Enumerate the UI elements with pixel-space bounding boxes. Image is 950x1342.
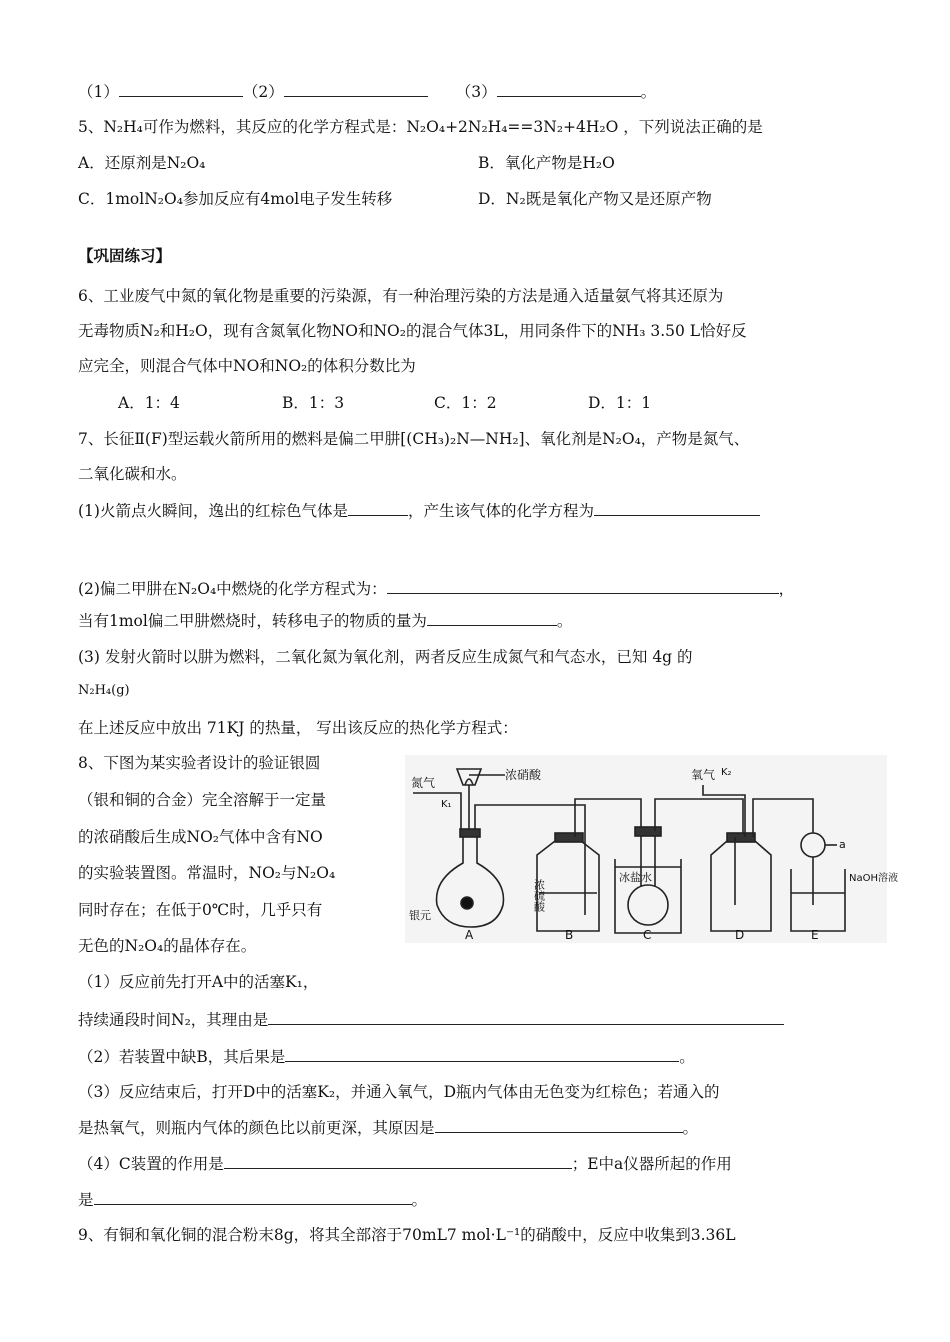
blank-2-label: （2）: [242, 83, 284, 101]
q8-line-6: 无色的N₂O₄的晶体存在。: [78, 937, 257, 955]
q6-line-1: 6、工业废气中氮的氧化物是重要的污染源，有一种治理污染的方法是通入适量氨气将其还原为: [78, 287, 724, 305]
q5-option-d: D．N₂既是氧化产物又是还原产物: [478, 190, 712, 208]
label-C: C: [643, 928, 652, 942]
label-B: B: [565, 928, 574, 942]
q5-stem: 5、N₂H₄可作为燃料，其反应的化学方程式是：N₂O₄+2N₂H₄==3N₂+4H₂O ，下列说法正确的是: [78, 118, 763, 136]
q8-sub-2: （2）若装置中缺B，其后果是 。: [78, 1045, 695, 1068]
q8-line-4: 的实验装置图。常温时，NO₂与N₂O₄: [78, 864, 336, 882]
label-D: D: [735, 928, 745, 942]
silver-coin: [461, 897, 473, 909]
q8-sub-1a: （1）反应前先打开A中的活塞K₁，: [78, 973, 319, 991]
label-n2: 氮气: [411, 776, 436, 790]
q5-option-b: B．氧化产物是H₂O: [478, 154, 615, 172]
label-E: E: [811, 928, 819, 942]
answer-blank[interactable]: [387, 577, 779, 594]
stopper-a: [460, 829, 480, 837]
answer-blank[interactable]: [348, 499, 408, 516]
q6-line-2: 无毒物质N₂和H₂O，现有含氮氧化物NO和NO₂的混合气体3L，用同条件下的NH₃ 3.50 L恰好反: [78, 322, 747, 340]
q8-sub-3a: （3）反应结束后，打开D中的活塞K₂，并通入氧气，D瓶内气体由无色变为红棕色；若通入的: [78, 1083, 720, 1101]
answer-blank[interactable]: [497, 80, 641, 97]
q4-blanks-line: （1） （2） （3） 。: [78, 80, 656, 103]
section-title: 【巩固练习】: [78, 247, 172, 265]
q7-line-2: 二氧化碳和水。: [78, 465, 187, 483]
q5-option-c: C．1molN₂O₄参加反应有4mol电子发生转移: [78, 190, 393, 208]
q7-part-2-electrons: 当有1mol偏二甲肼燃烧时，转移电子的物质的量为 。: [78, 609, 572, 632]
answer-blank[interactable]: [94, 1188, 412, 1205]
apparatus-figure: [405, 755, 898, 943]
answer-blank[interactable]: [119, 80, 243, 97]
q7-part-3-line-2: N₂H₄(g): [78, 683, 130, 698]
stopper-b: [555, 833, 583, 842]
q8-sub-3b: 是热氧气，则瓶内气体的颜色比以前更深，其原因是 。: [78, 1116, 698, 1139]
q5-option-a: A．还原剂是N₂O₄: [78, 154, 206, 172]
q6-option-b: B．1：3: [282, 394, 345, 412]
q6-option-a: A．1：4: [118, 394, 180, 412]
answer-blank[interactable]: [268, 1008, 784, 1025]
label-o2: 氧气: [691, 768, 716, 782]
q8-line-2: （银和铜的合金）完全溶解于一定量: [78, 791, 327, 809]
q8-line-1: 8、下图为某实验者设计的验证银圆: [78, 754, 321, 772]
label-A: A: [465, 928, 474, 942]
stopper-c: [635, 827, 661, 836]
q9-line-1: 9、有铜和氧化铜的混合粉末8g，将其全部溶于70mL7 mol·L⁻¹的硝酸中，反应中收集到3.36L: [78, 1226, 736, 1244]
answer-blank[interactable]: [224, 1152, 572, 1169]
answer-blank[interactable]: [594, 499, 760, 516]
q7-line-1: 7、长征Ⅱ(F)型运载火箭所用的燃料是偏二甲肼[(CH₃)₂N—NH₂]、氧化剂是N₂O₄，产物是氮气、: [78, 430, 750, 448]
blank-1-label: （1）: [78, 83, 119, 101]
stopper-d: [727, 833, 755, 842]
label-silver: 银元: [409, 909, 431, 922]
q7-part-3-line-3: 在上述反应中放出 71KJ 的热量， 写出该反应的热化学方程式：: [78, 719, 518, 737]
q8-sub-1b: 持续通段时间N₂，其理由是: [78, 1008, 784, 1031]
blank-3-label: （3）: [455, 83, 497, 101]
label-k2: K₂: [721, 767, 732, 778]
q8-sub-4a: （4）C装置的作用是 ；E中a仪器所起的作用: [78, 1152, 732, 1175]
answer-blank[interactable]: [284, 80, 428, 97]
label-naoh: NaOH溶液: [849, 873, 898, 884]
q7-part-1: (1)火箭点火瞬间，逸出的红棕色气体是 ，产生该气体的化学方程为: [78, 499, 760, 522]
label-acid: 浓硝酸: [505, 768, 542, 782]
q6-option-d: D．1：1: [588, 394, 652, 412]
label-ice: 冰盐水: [619, 871, 652, 884]
q8-sub-4b: 是 。: [78, 1188, 427, 1211]
answer-blank[interactable]: [435, 1116, 683, 1133]
q8-line-5: 同时存在；在低于0℃时，几乎只有: [78, 901, 323, 919]
q7-part-3-line-1: (3) 发射火箭时以肼为燃料，二氧化氮为氧化剂，两者反应生成氮气和气态水，已知 4g 的: [78, 648, 693, 666]
label-a: a: [839, 838, 846, 851]
answer-blank[interactable]: [427, 609, 557, 626]
q7-part-2: (2)偏二甲肼在N₂O₄中燃烧的化学方程式为： ，: [78, 577, 794, 600]
q6-option-c: C．1：2: [434, 394, 497, 412]
q6-line-3: 应完全，则混合气体中NO和NO₂的体积分数比为: [78, 357, 416, 375]
label-conc-acid: 浓硫酸: [532, 879, 546, 912]
q8-line-3: 的浓硝酸后生成NO₂气体中含有NO: [78, 828, 323, 846]
label-k1: K₁: [441, 799, 452, 810]
answer-blank[interactable]: [285, 1045, 679, 1062]
